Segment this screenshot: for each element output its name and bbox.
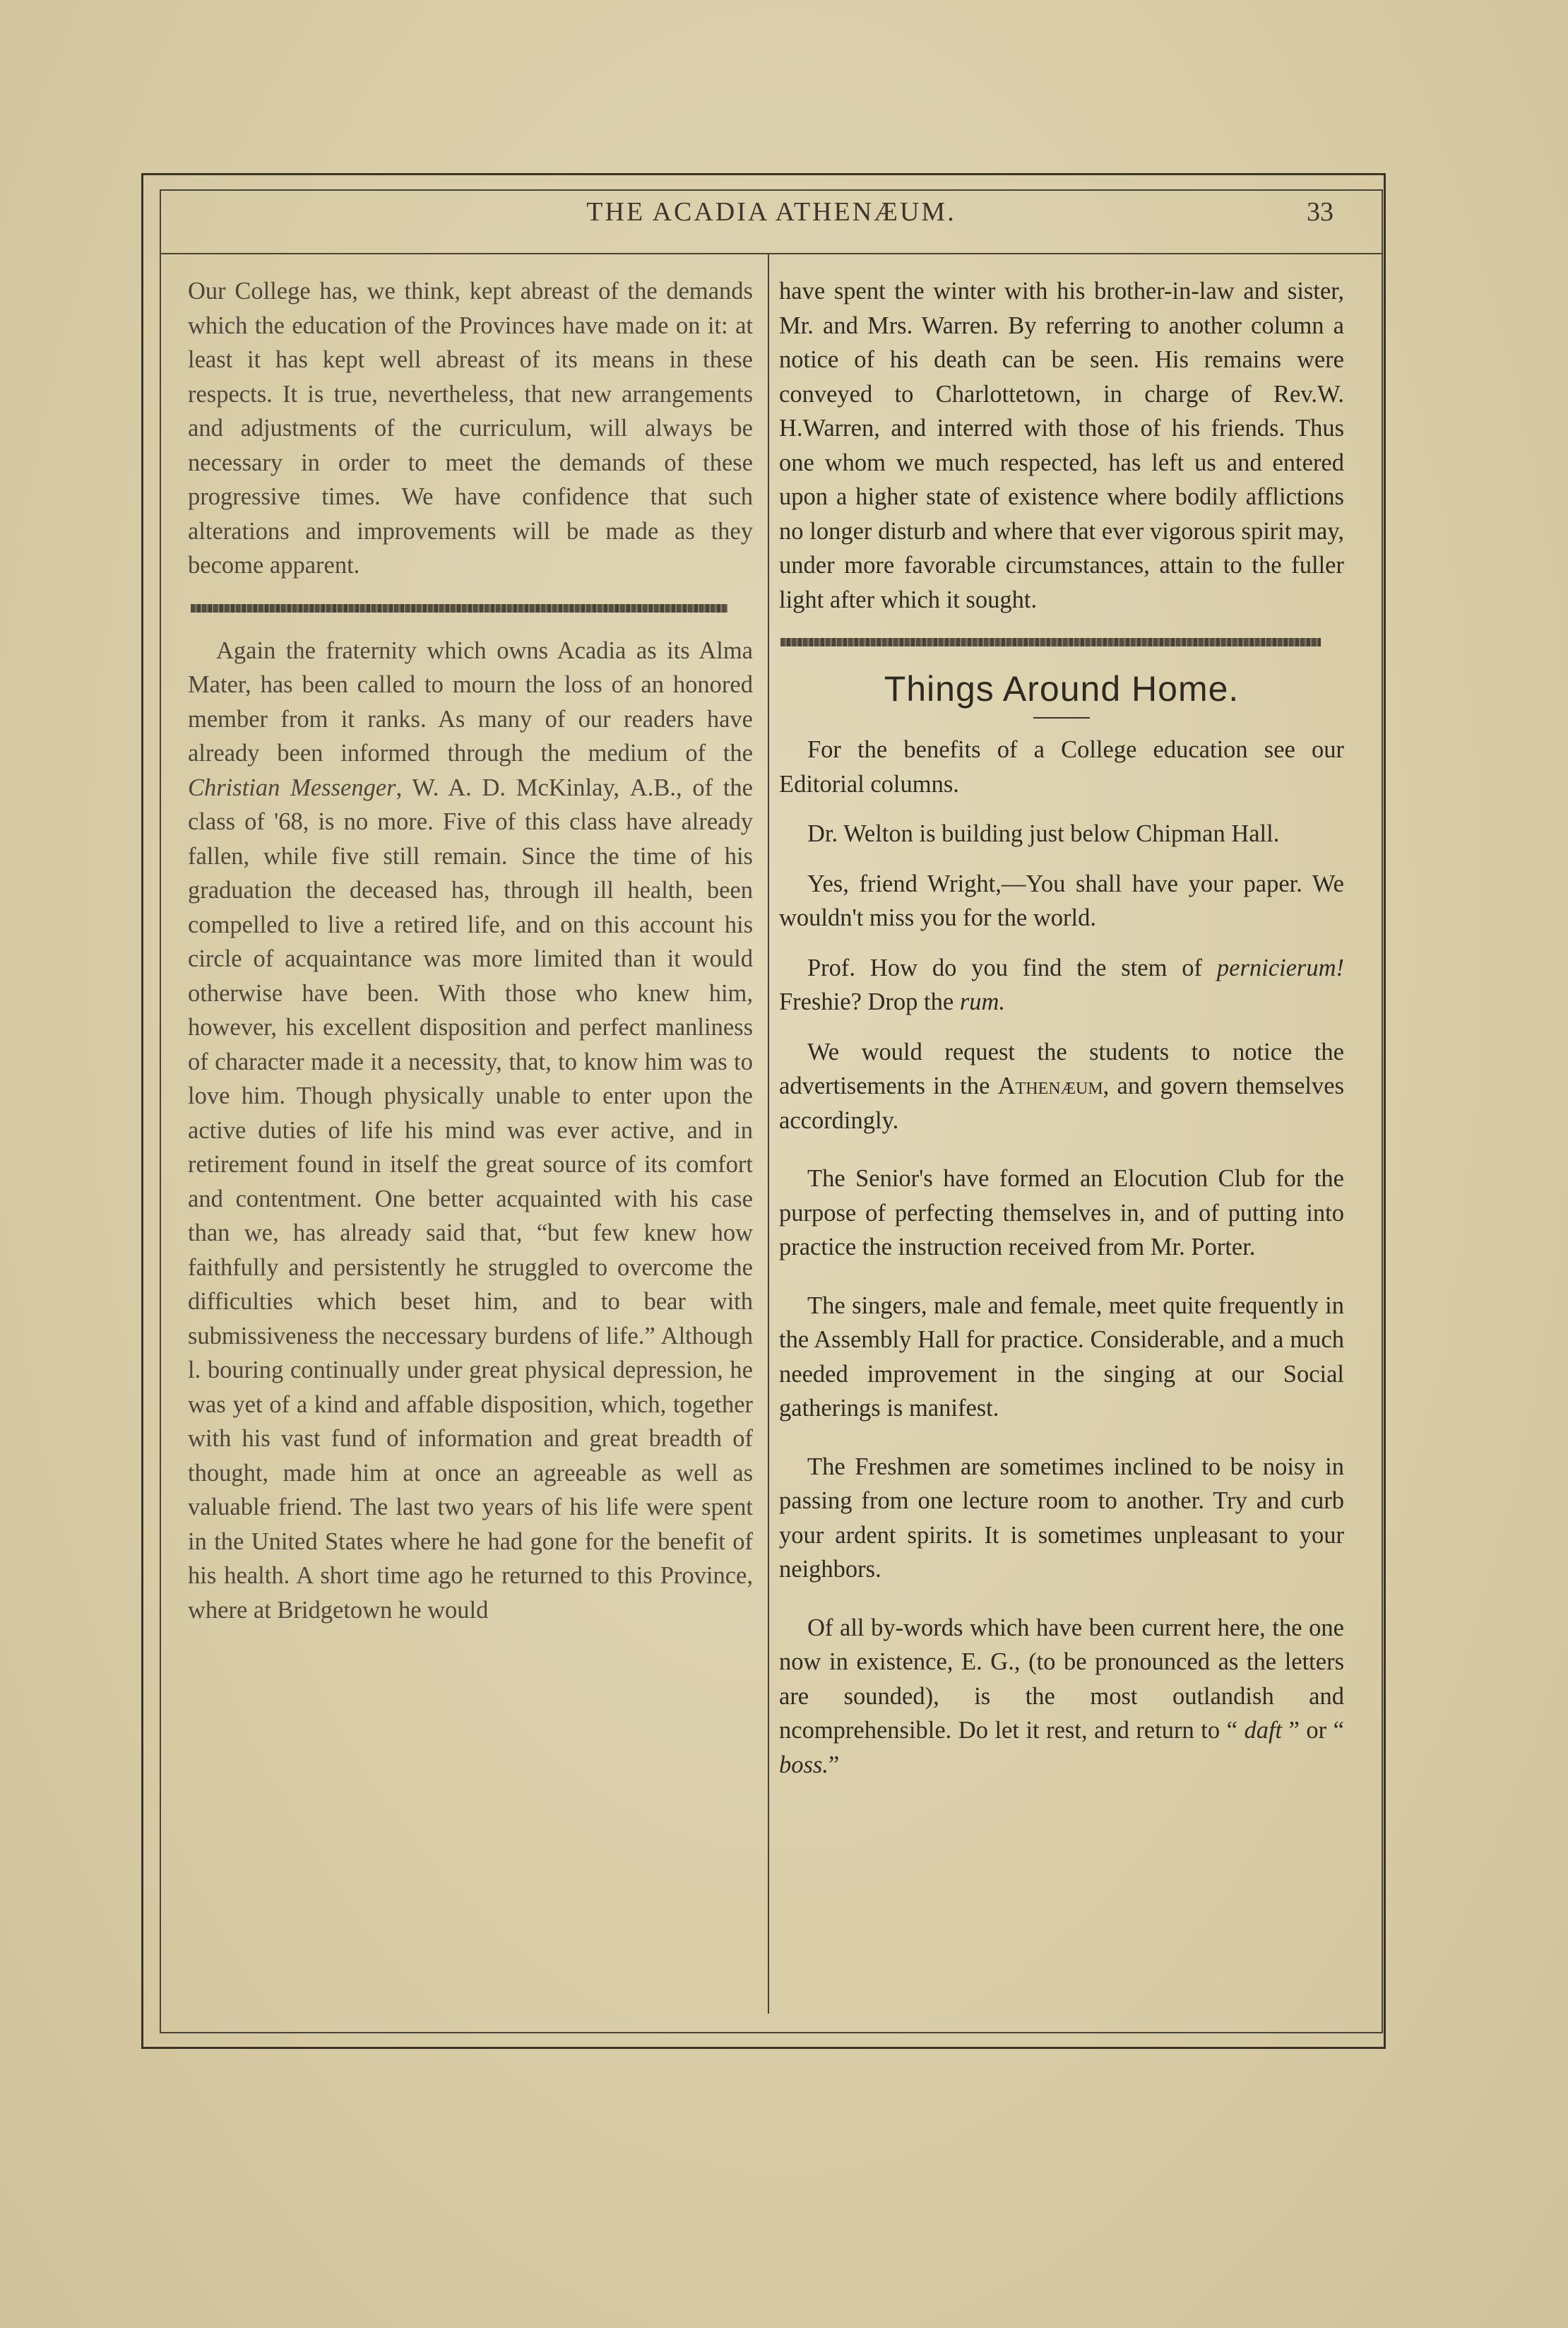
news-item: For the benefits of a College education see our Editorial columns. <box>779 736 1344 798</box>
obituary-text-c: , of the class of '68, is no more. Five of this class have already fallen, while five still remain. Since the time of his graduation the deceased has, through ill health, been compelled to live a retired life, and on this account his circle of acquaintance was more limited than it would otherwise have been. With those who knew him, however, his excellent disposition and perfect manliness of character made it a necessity, that, to know him was to love him. Though physically unable to enter upon the active duties of life his mind was ever active, and in retirement found in itself the great source of its comfort and contentment. One better acquainted with his case than we, has already said that, “but few knew how faithfully and persistently he struggled to overcome the difficulties which beset him, and to bear with submissiveness the neccessary burdens of life.” Although l. bouring continually under great physical depression, he was yet of a kind and affable disposition, which, together with his vast fund of information and great breadth of thought, made him at once an agreeable as well as valuable friend. The last two years of his life were spent in the United States where he had gone for the benefit of his health. A short time ago he returned to this Province, where at Bridgetown he would <box>188 774 753 1624</box>
item-text: Of all by-words which have been current here, the one now in existence, E. G., (to be pronounced as the letters are sounded), is the most outlandish and ncomprehensible. Do let it rest, and return to “ <box>779 1614 1344 1744</box>
news-item: Dr. Welton is building just below Chipman Hall. <box>807 820 1280 847</box>
item-text: ” or “ <box>1282 1717 1344 1744</box>
section-separator <box>191 604 727 613</box>
column-divider <box>768 253 769 2014</box>
item-text: ” <box>828 1751 840 1778</box>
publication-name: Christian Messenger <box>188 774 396 801</box>
item-italic: daft <box>1244 1717 1283 1744</box>
item-italic: rum. <box>959 988 1006 1015</box>
section-separator <box>780 638 1321 646</box>
page-number: 33 <box>1307 197 1334 227</box>
news-item: Yes, friend Wright,—You shall have your paper. We wouldn't miss you for the world. <box>779 870 1344 931</box>
news-item: The Senior's have formed an Elocution Club for the purpose of perfecting themselves in, and of putting into practice the instruction received from Mr. Porter. <box>779 1165 1344 1260</box>
news-item <box>779 951 1344 1020</box>
news-item: The Freshmen are sometimes inclined to be noisy in passing from one lecture room to another. Try and curb your ardent spirits. It is sometimes unpleasant to your neighbors. <box>779 1453 1344 1583</box>
running-header <box>160 196 1383 239</box>
item-text: Freshie? Drop the <box>779 988 960 1015</box>
obituary-text-a: Again the fraternity which owns Acadia as its Alma Mater, has been called to mourn the loss of an honored member from it ranks. As many of our readers have already been informed through the medium of the <box>188 637 753 767</box>
obituary-continued: have spent the winter with his brother-in-law and sister, Mr. and Mrs. Warren. By referring to another column a notice of his death can be seen. His remains were conveyed to Charlottetown, in charge of Rev.W. H.Warren, and interred with those of his friends. Thus one whom we much respected, has left us and entered upon a higher state of existence where bodily afflictions no longer disturb and where that ever vigorous spirit may, under more favorable circumstances, attain to the fuller light after which it sought. <box>779 278 1344 613</box>
item-text: , and govern themselves accordingly. <box>779 1073 1344 1134</box>
item-italic: boss. <box>779 1751 828 1778</box>
news-item: The singers, male and female, meet quite frequently in the Assembly Hall for practice. Considerable, and a much needed improvement in the singing at our Social gatherings is manifest. <box>779 1292 1344 1422</box>
item-text: We would request the students to notice the advertisements in the <box>779 1038 1344 1099</box>
journal-title: THE ACADIA ATHENÆUM. <box>586 197 956 227</box>
right-column <box>779 274 1344 1797</box>
news-item <box>779 1611 1344 1783</box>
left-column <box>188 274 753 1627</box>
item-italic: pernicierum! <box>1216 954 1344 981</box>
heading-rule <box>1033 717 1090 719</box>
obituary-paragraph <box>188 634 753 1628</box>
news-item <box>779 1035 1344 1138</box>
section-heading: Things Around Home. <box>884 669 1240 709</box>
degree-abbrev: A.B. <box>629 774 676 801</box>
journal-name: Athenæum <box>997 1073 1103 1099</box>
header-rule <box>160 253 1383 254</box>
item-text: Prof. How do you find the stem of <box>807 954 1217 981</box>
editorial-paragraph: Our College has, we think, kept abreast of the demands which the education of the Provinces have made on it: at least it has kept well abreast of its means in these respects. It is true, nevertheless, that new arrangements and adjustments of the curriculum, will always be necessary in order to meet the demands of these progressive times. We have confidence that such alterations and improvements will be made as they become apparent. <box>188 278 753 579</box>
obituary-text-b: , W. A. D. McKinlay, <box>396 774 630 801</box>
